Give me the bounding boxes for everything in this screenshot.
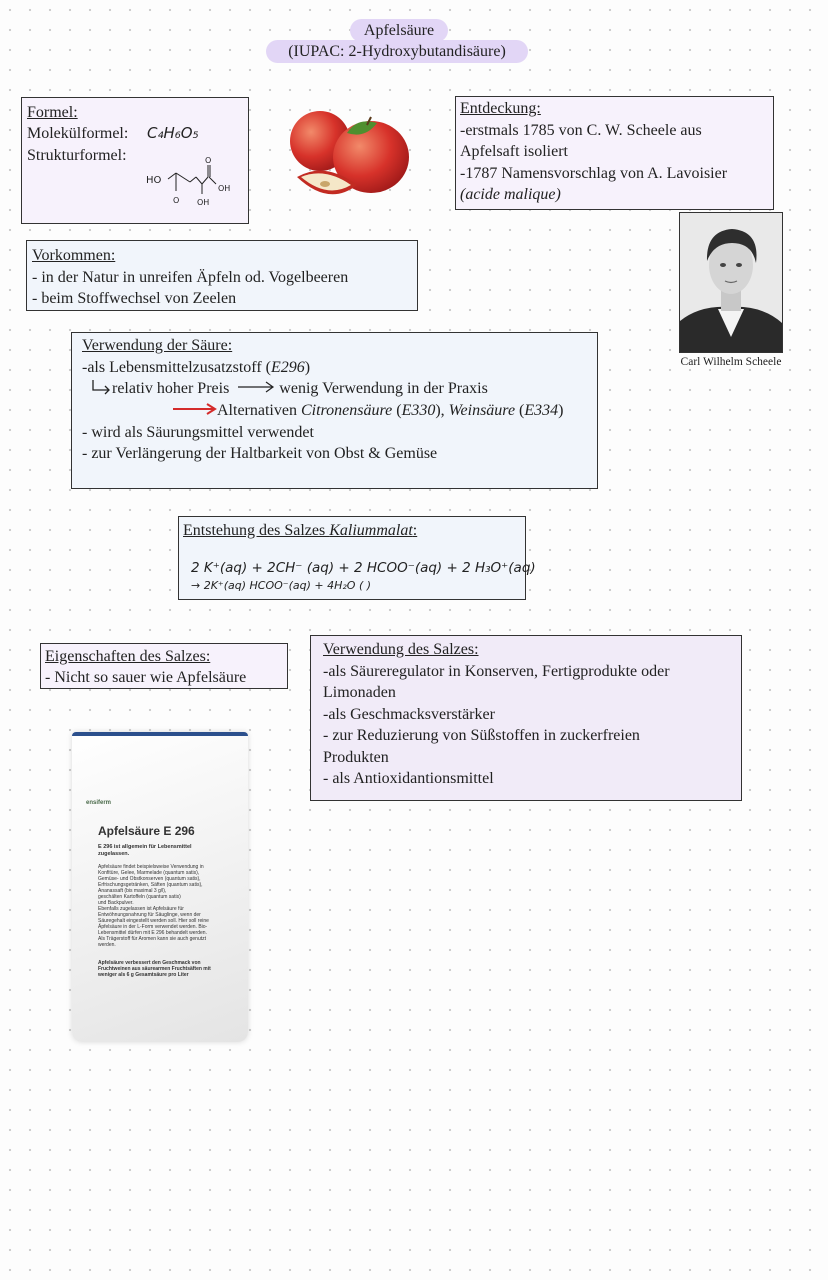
verwendung-saeure-line1: -als Lebensmittelzusatzstoff (E296) bbox=[82, 359, 311, 376]
package-brand: ensiferm bbox=[86, 800, 112, 806]
apples-image bbox=[285, 105, 415, 205]
long-arrow-icon bbox=[237, 381, 275, 393]
entdeckung-line1: -erstmals 1785 von C. W. Scheele aus bbox=[460, 122, 702, 139]
package-bold2: Apfelsäure verbessert den Geschmack von Fruchtweinen aus säurearmen Fruchtsäften mit weniger als 6 g Gesamtsäure pro Liter bbox=[98, 960, 211, 978]
vorkommen-box bbox=[26, 240, 418, 311]
page-subtitle: (IUPAC: 2-Hydroxybutandisäure) bbox=[288, 43, 506, 60]
verwendung-salz-line6: - als Antioxidantionsmittel bbox=[323, 770, 494, 787]
strukturformel-label: Strukturformel: bbox=[27, 147, 127, 164]
entdeckung-line3: -1787 Namensvorschlag von A. Lavoisier bbox=[460, 165, 728, 182]
product-package bbox=[72, 732, 248, 1042]
corner-arrow-icon bbox=[90, 379, 112, 395]
eigenschaften-box bbox=[40, 643, 288, 689]
package-bold1: E 296 ist allgemein für Lebensmittel zugelassen. bbox=[98, 844, 192, 857]
atom-oh-bottom: OH bbox=[197, 198, 210, 207]
molekularformel-label: Molekülformel: bbox=[27, 125, 129, 142]
molekularformel-value: C₄H₆O₅ bbox=[147, 124, 199, 142]
atom-ho: HO bbox=[146, 175, 162, 186]
structure-formula bbox=[142, 153, 252, 213]
red-arrow-icon bbox=[172, 403, 217, 415]
verwendung-saeure-box bbox=[71, 332, 598, 489]
entdeckung-box bbox=[455, 96, 774, 210]
portrait-caption: Carl Wilhelm Scheele bbox=[680, 356, 782, 368]
vorkommen-heading: Vorkommen: bbox=[32, 247, 116, 264]
entdeckung-heading: Entdeckung: bbox=[460, 100, 541, 117]
entstehung-box bbox=[178, 516, 536, 600]
entstehung-equation-line1: 2 K⁺(aq) + 2CH⁻ (aq) + 2 HCOO⁻(aq) + 2 H₃O⁺(aq) bbox=[191, 560, 536, 576]
title-badge bbox=[350, 19, 448, 42]
atom-o-top: O bbox=[205, 156, 212, 165]
page-title: Apfelsäure bbox=[363, 22, 435, 39]
package-seal bbox=[72, 732, 248, 736]
verwendung-saeure-line4: - wird als Säurungsmittel verwendet bbox=[82, 424, 314, 441]
package-title: Apfelsäure E 296 bbox=[98, 824, 195, 838]
entstehung-equation-line2: → 2K⁺(aq) HCOO⁻(aq) + 4H₂O ( ) bbox=[191, 579, 372, 592]
atom-o-bottom: O bbox=[173, 196, 180, 205]
verwendung-saeure-heading: Verwendung der Säure: bbox=[82, 337, 233, 354]
verwendung-saeure-line2: relativ hoher Preis wenig Verwendung in der Praxis bbox=[90, 378, 488, 399]
verwendung-salz-heading: Verwendung des Salzes: bbox=[323, 641, 479, 658]
verwendung-saeure-line3: Alternativen Citronensäure (E330), Weinsäure (E334) bbox=[172, 400, 563, 421]
subtitle-badge bbox=[266, 40, 528, 63]
vorkommen-line2: - beim Stoffwechsel von Zeelen bbox=[32, 290, 237, 307]
entdeckung-line4: (acide malique) bbox=[460, 186, 561, 203]
verwendung-salz-line3: -als Geschmacksverstärker bbox=[323, 706, 495, 723]
verwendung-salz-line4: - zur Reduzierung von Süßstoffen in zuckerfreien bbox=[323, 727, 640, 744]
verwendung-salz-box bbox=[310, 635, 742, 801]
portrait-frame bbox=[679, 212, 783, 353]
verwendung-salz-line1: -als Säureregulator in Konserven, Fertigprodukte oder bbox=[323, 663, 670, 680]
vorkommen-line1: - in der Natur in unreifen Äpfeln od. Vogelbeeren bbox=[32, 269, 349, 286]
formel-heading: Formel: bbox=[27, 104, 78, 121]
formel-box bbox=[21, 97, 249, 224]
package-body: Apfelsäure findet beispielsweise Verwendung in Konfitüre, Gelee, Marmelade (quantum satis), Gemüse- und Obstkonserven (quantum satis), Erfrischungsgetränken, Säften (quantum satis), Ananassaft (bis maximal 3 g/l), geschälten Kartoffeln (quantum satis) und Backpulver. Ebenfalls zugelassen ist Apfelsäure für Entwöhnungsnahrung für Säuglinge, wenn der Säuregehalt eingestellt werden soll. Hier soll reine Äpfelsäure in der L-Form verwendet werden. Bio- Lebensmittel dürfen mit E 296 behandelt werden. Als Trägerstoff für Aromen kann sie auch genutzt werden. bbox=[98, 864, 209, 948]
entstehung-heading: Entstehung des Salzes Kaliummalat: bbox=[183, 522, 418, 539]
verwendung-salz-line2: Limonaden bbox=[323, 684, 396, 701]
eigenschaften-heading: Eigenschaften des Salzes: bbox=[45, 648, 211, 665]
entdeckung-line2: Apfelsaft isoliert bbox=[460, 143, 568, 160]
atom-oh-right: OH bbox=[218, 184, 231, 193]
portrait-image bbox=[680, 213, 782, 352]
verwendung-saeure-line5: - zur Verlängerung der Haltbarkeit von Obst & Gemüse bbox=[82, 445, 438, 462]
eigenschaften-line1: - Nicht so sauer wie Apfelsäure bbox=[45, 669, 247, 686]
verwendung-salz-line5: Produkten bbox=[323, 749, 389, 766]
